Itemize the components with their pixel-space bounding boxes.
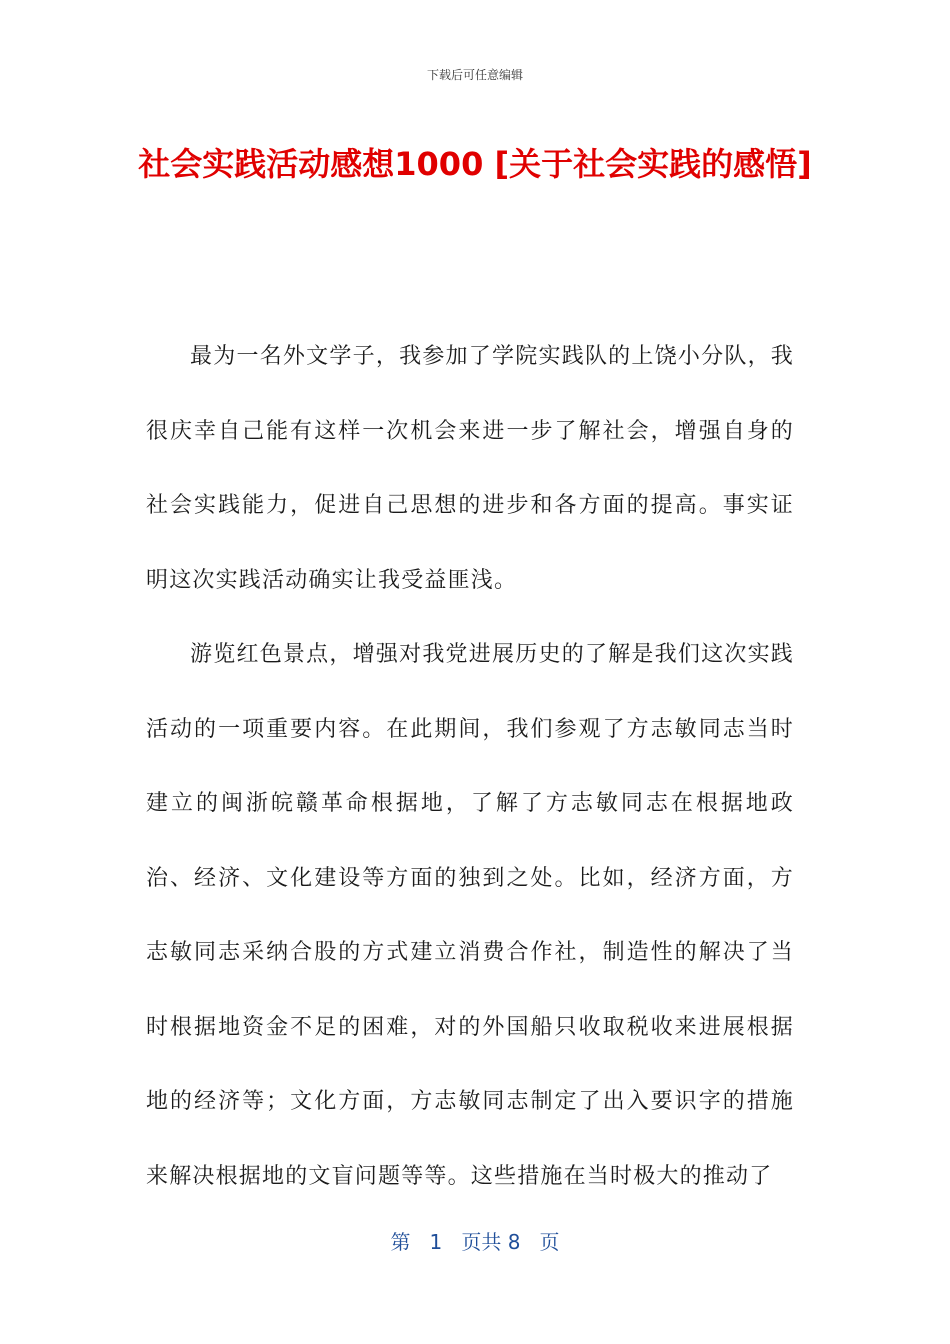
document-title: 社会实践活动感想1000 [关于社会实践的感悟] [138, 145, 812, 183]
total-pages-number: 8 [507, 1230, 521, 1254]
page-number-footer [0, 1226, 950, 1255]
page-prefix: 第 [390, 1230, 411, 1254]
page-suffix: 页 [539, 1230, 560, 1254]
paragraph: 最为一名外文学子，我参加了学院实践队的上饶小分队，我很庆幸自己能有这样一次机会来进一步了解社会，增强自身的社会实践能力，促进自己思想的进步和各方面的提高。事实证明这次实践活动确实让我受益匪浅。 [146, 344, 794, 593]
paragraph: 游览红色景点，增强对我党进展历史的了解是我们这次实践活动的一项重要内容。在此期间，我们参观了方志敏同志当时建立的闽浙皖赣革命根据地，了解了方志敏同志在根据地政治、经济、文化建设等方面的独到之处。比如，经济方面，方志敏同志采纳合股的方式建立消费合作社，制造性的解决了当时根据地资金不足的困难，对的外国船只收取税收来进展根据地的经济等；文化方面，方志敏同志制定了出入要识字的措施来解决根据地的文盲问题等等。这些措施在当时极大的推动了 [146, 642, 794, 1189]
header-note: 下载后可任意编辑 [426, 68, 523, 82]
current-page-number: 1 [429, 1230, 443, 1254]
document-body [146, 320, 794, 1214]
page-middle: 页共 [461, 1230, 502, 1254]
